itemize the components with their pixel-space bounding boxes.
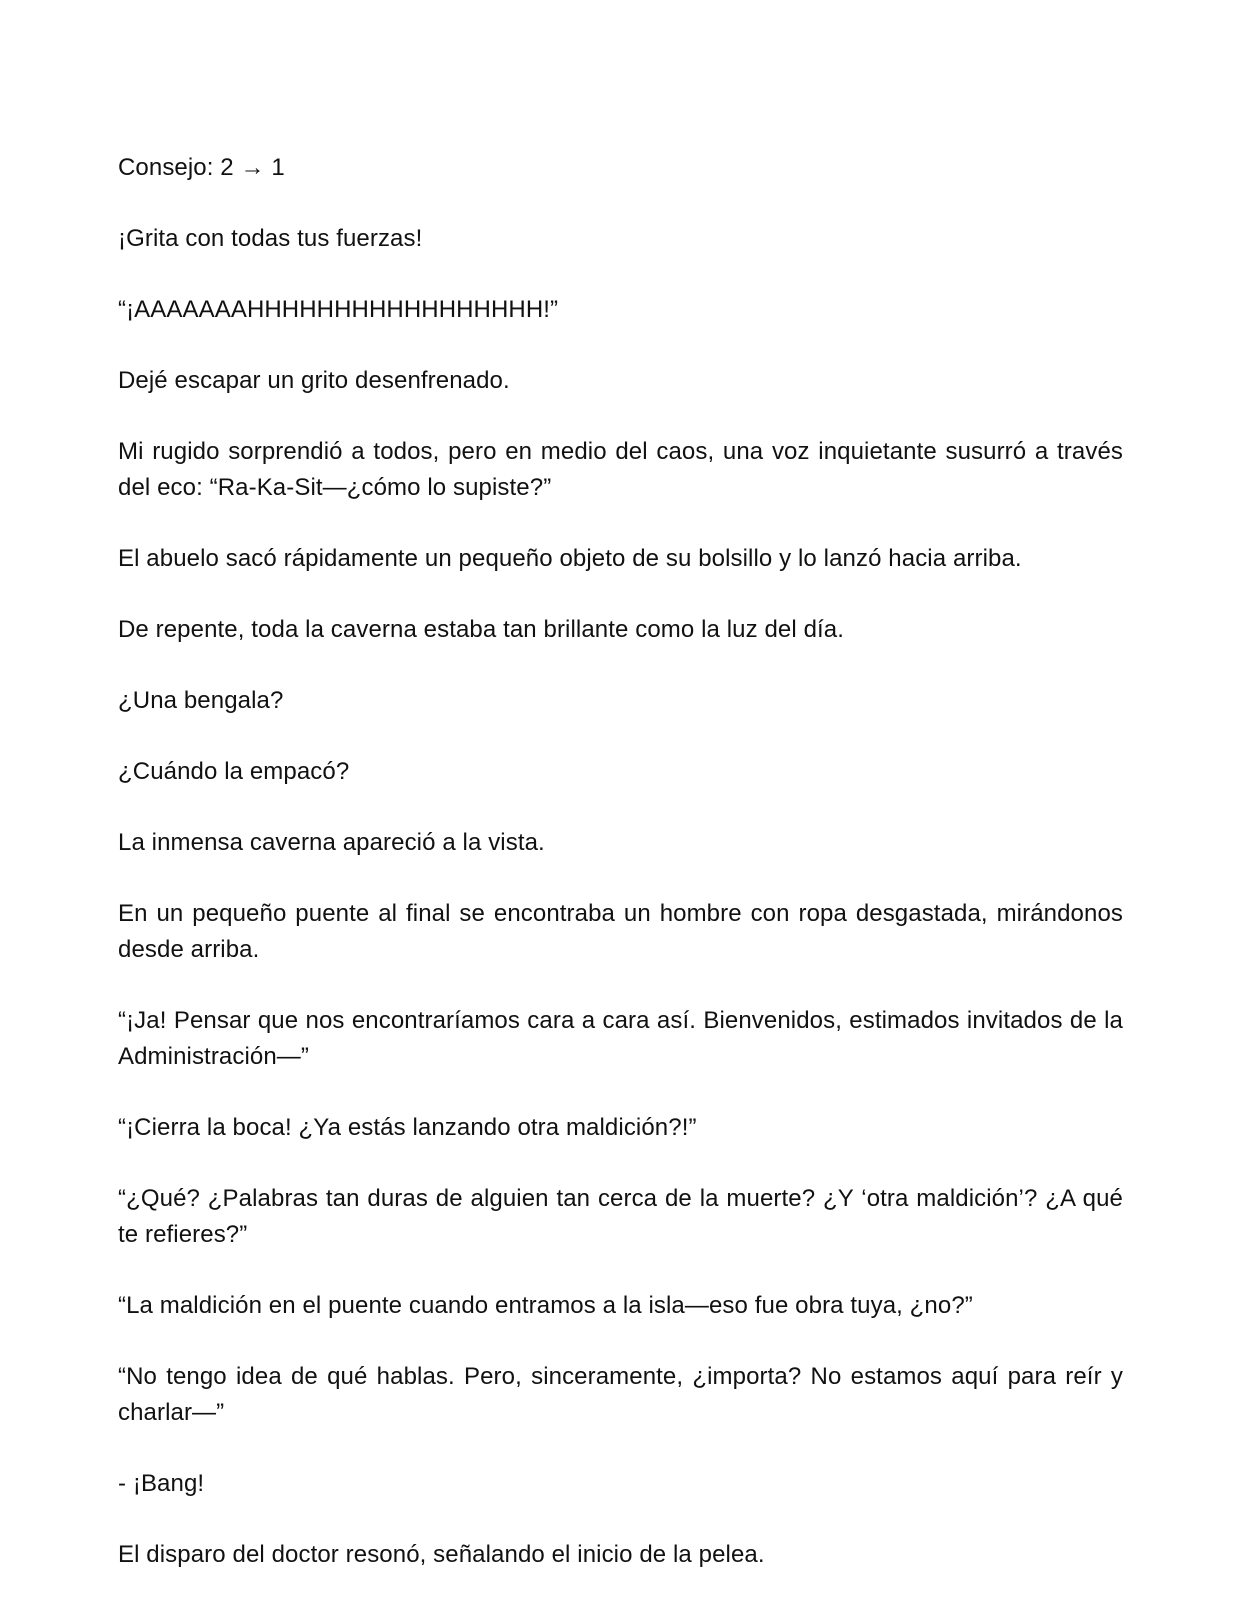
paragraph-tip: Consejo: 2 → 1 [118,154,285,181]
document-page [118,150,1123,1573]
paragraph: La inmensa caverna apareció a la vista. [118,829,545,856]
paragraph: ¡Grita con todas tus fuerzas! [118,225,423,252]
paragraph: ¿Una bengala? [118,687,284,714]
paragraph: “No tengo idea de qué hablas. Pero, sinceramente, ¿importa? No estamos aquí para reír y charlar—” [118,1363,1123,1426]
paragraph: El abuelo sacó rápidamente un pequeño objeto de su bolsillo y lo lanzó hacia arriba. [118,545,1022,572]
paragraph: “La maldición en el puente cuando entramos a la isla—eso fue obra tuya, ¿no?” [118,1292,973,1319]
paragraph: Mi rugido sorprendió a todos, pero en medio del caos, una voz inquietante susurró a través del eco: “Ra-Ka-Sit—¿cómo lo supiste?” [118,438,1123,501]
paragraph: “¡AAAAAAAHHHHHHHHHHHHHHHHH!” [118,296,559,323]
paragraph: “¿Qué? ¿Palabras tan duras de alguien tan cerca de la muerte? ¿Y ‘otra maldición’? ¿A qué te refieres?” [118,1185,1123,1248]
paragraph: El disparo del doctor resonó, señalando el inicio de la pelea. [118,1541,765,1568]
paragraph: Dejé escapar un grito desenfrenado. [118,367,510,394]
paragraph: - ¡Bang! [118,1470,205,1497]
paragraph: ¿Cuándo la empacó? [118,758,350,785]
paragraph: “¡Ja! Pensar que nos encontraríamos cara a cara así. Bienvenidos, estimados invitados de la Administración—” [118,1007,1123,1070]
paragraph: De repente, toda la caverna estaba tan brillante como la luz del día. [118,616,845,643]
paragraph: “¡Cierra la boca! ¿Ya estás lanzando otra maldición?!” [118,1114,697,1141]
paragraph: En un pequeño puente al final se encontraba un hombre con ropa desgastada, mirándonos desde arriba. [118,900,1123,963]
